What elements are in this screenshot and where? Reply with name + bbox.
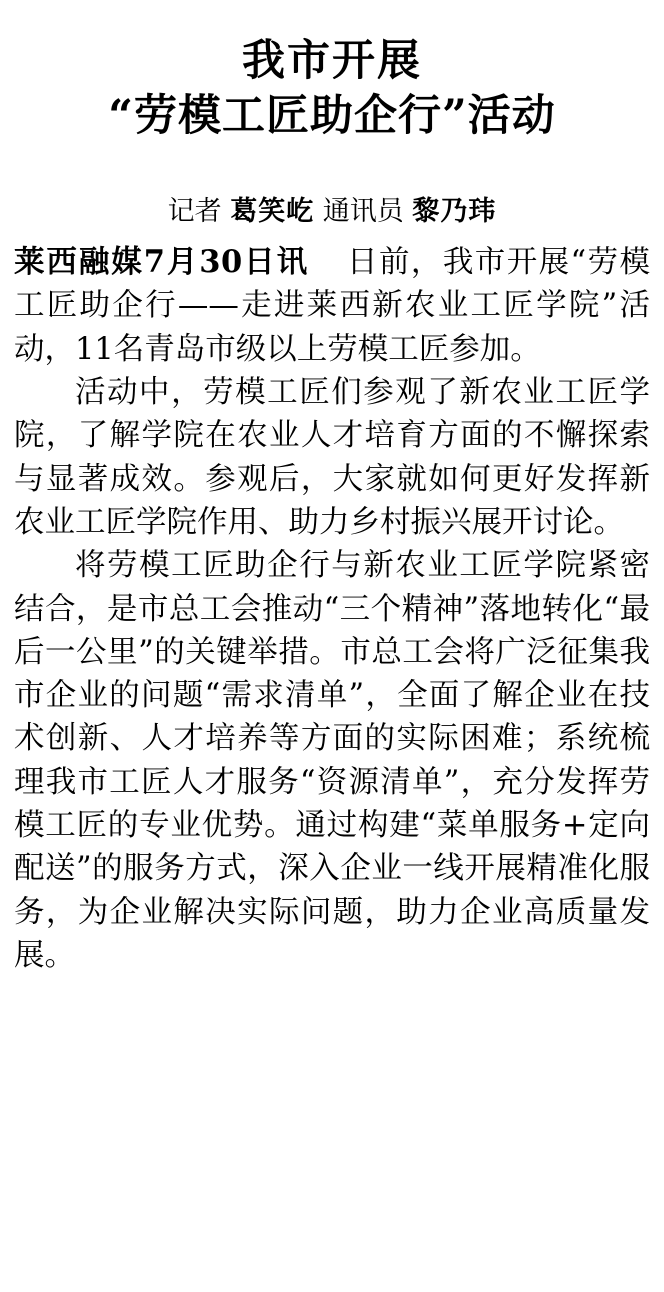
article-paragraph (14, 241, 650, 371)
article-paragraph-text: 日前，我市开展“劳模工匠助企行——走进莱西新农业工匠学院”活动，11名青岛市级以上劳模工匠参加。 (14, 245, 651, 367)
correspondent-name: 黎乃玮 (412, 196, 497, 228)
byline (0, 144, 664, 229)
article-body (0, 229, 664, 977)
page-title (0, 0, 664, 144)
article-paragraph-text: 将劳模工匠助企行与新农业工匠学院紧密结合，是市总工会推动“三个精神”落地转化“最后一公里”的关键举措。市总工会将广泛征集我市企业的问题“需求清单”，全面了解企业在技术创新、人才培养等方面的实际困难；系统梳理我市工匠人才服务“资源清单”，充分发挥劳模工匠的专业优势。通过构建“菜单服务+定向配送”的服务方式，深入企业一线开展精准化服务，为企业解决实际问题，助力企业高质量发展。 (14, 548, 650, 973)
article-paragraph (14, 371, 650, 544)
reporter-name: 葛笑屹 (230, 196, 315, 228)
correspondent-role-label: 通讯员 (322, 196, 404, 228)
article-paragraph-text: 活动中，劳模工匠们参观了新农业工匠学院，了解学院在农业人才培育方面的不懈探索与显著成效。参观后，大家就如何更好发挥新农业工匠学院作用、助力乡村振兴展开讨论。 (14, 375, 650, 540)
reporter-role-label: 记者 (167, 196, 222, 228)
headline-line-2: “劳模工匠助企行”活动 (108, 91, 556, 142)
headline-line-1: 我市开展 (242, 36, 422, 86)
article-dateline: 莱西融媒7月30日讯 (14, 244, 310, 281)
article-paragraph (14, 544, 650, 977)
